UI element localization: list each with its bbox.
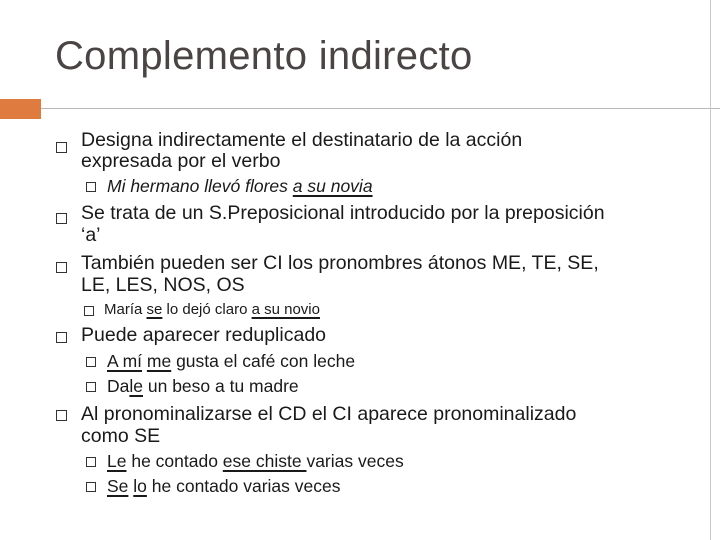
bullet-square-icon	[56, 332, 67, 343]
example-sentence: A mí me gusta el café con leche	[107, 351, 356, 371]
bullet-3-line-1: También pueden ser CI los pronombres átonos ME, TE, SE,	[81, 252, 599, 274]
sub-bullet-square-icon	[86, 182, 96, 192]
example-sentence: Mi hermano llevó flores a su novia	[107, 176, 373, 196]
sub-bullet-square-icon	[84, 306, 94, 316]
bullet-2-line-2: ‘a’	[81, 224, 101, 246]
title-accent-bar	[0, 99, 41, 119]
bullet-5-line-2: como SE	[81, 425, 161, 447]
bullet-1-line-1: Designa indirectamente el destinatario de la acción	[81, 129, 523, 151]
bullet-1-line-2: expresada por el verbo	[81, 150, 281, 172]
example-sentence: Se lo he contado varias veces	[107, 476, 341, 496]
bullet-square-icon	[56, 262, 67, 273]
example-sentence: Le he contado ese chiste varias veces	[107, 451, 404, 471]
bullet-5-line-1: Al pronominalizarse el CD el CI aparece pronominalizado	[81, 403, 577, 425]
bullet-square-icon	[56, 142, 67, 153]
sub-bullet-square-icon	[86, 457, 96, 467]
sub-bullet-square-icon	[86, 357, 96, 367]
bullet-2-line-1: Se trata de un S.Preposicional introducido por la preposición	[81, 202, 605, 224]
sub-bullet-square-icon	[86, 482, 96, 492]
bullet-square-icon	[56, 213, 67, 224]
bullet-4-line-1: Puede aparecer reduplicado	[81, 324, 327, 346]
example-sentence: Dale un beso a tu madre	[107, 376, 299, 396]
example-sentence: María se lo dejó claro a su novio	[104, 301, 320, 318]
right-border-line	[710, 0, 711, 540]
bullet-square-icon	[56, 410, 67, 421]
bullet-3-line-2: LE, LES, NOS, OS	[81, 274, 245, 296]
slide-title: Complemento indirecto	[55, 34, 473, 78]
sub-bullet-square-icon	[86, 382, 96, 392]
title-divider-line	[41, 108, 720, 109]
